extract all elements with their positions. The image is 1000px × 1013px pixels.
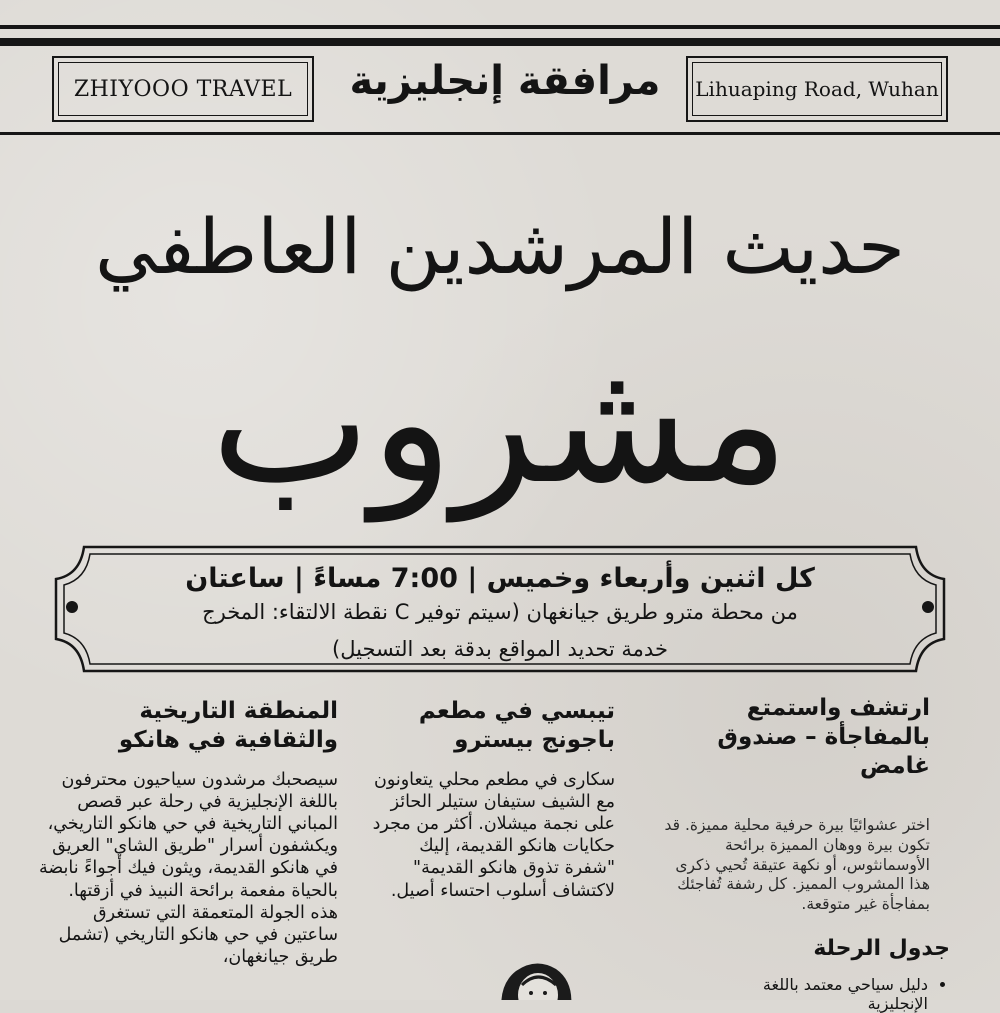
itinerary-item: • دليل سياحي معتمد باللغة الإنجليزية	[700, 975, 928, 1013]
column-mystery-box	[660, 694, 930, 915]
column-body: سيصحبك مرشدون سياحيون محترفون باللغة الإنجليزية في رحلة عبر قصص المباني التاريخية في حي هانكو التاريخي، ويكشفون أسرار "طريق الشاي" العريق في هانكو القديمة، ويثون فيك أجواءً نابضة بالحياة مفعمة برائحة النبيذ في أزقتها. هذه الجولة المتعمقة التي تستغرق ساعتين في حي هانكو التاريخي (تشمل طريق جيانغهان،	[38, 769, 338, 968]
headline: حديث المرشدين العاطفي	[94, 202, 906, 291]
itinerary-section	[700, 936, 950, 1013]
column-title: ارتشف واستمتع بالمفاجأة – صندوق غامض	[717, 695, 930, 779]
top-rule	[0, 25, 1000, 29]
brand-plaque	[52, 56, 314, 122]
frame-ornament-right	[922, 601, 934, 613]
itinerary-title: جدول الرحلة	[813, 936, 950, 961]
frame-ornament-left	[66, 601, 78, 613]
column-title: المنطقة التاريخية والثقافية في هانكو	[118, 698, 338, 753]
column-hankou-district	[36, 697, 338, 968]
column-title: تيبسي في مطعم باجونج بيسترو	[418, 698, 615, 753]
masthead-title: مرافقة إنجليزية	[349, 58, 661, 104]
header-rule	[0, 132, 1000, 135]
column-bistro	[370, 697, 615, 902]
address-text: Lihuaping Road, Wuhan	[695, 77, 939, 101]
address-plaque	[686, 56, 948, 122]
column-body: اختر عشوائيًا بيرة حرفية محلية مميزة. قد تكون بيرة ووهان المميزة برائحة الأوسمانثوس، أو نكهة عتيقة تُحيي ذكرى هذا المشروب المميز. كل رشفة تُفاجئك بمفاجأة غير متوقعة.	[664, 816, 930, 913]
meeting-point-line: من محطة مترو طريق جيانغهان (سيتم توفير C نقطة الالتقاء: المخرج	[202, 600, 798, 624]
location-note-line: خدمة تحديد المواقع بدقة بعد التسجيل)	[332, 637, 668, 661]
hero-word: مشروب	[210, 324, 790, 522]
brand-name: ZHIYOOO TRAVEL	[73, 76, 293, 102]
top-rule-thick	[0, 38, 1000, 46]
vintage-portrait-illustration	[492, 955, 580, 1000]
column-body: سكارى في مطعم محلي يتعاونون مع الشيف ستيفان ستيلر الحائز على نجمة ميشلان. أكثر من مجرد حكايات هانكو القديمة، إليك "شفرة تذوق هانكو القديمة" لاكتشاف أسلوب احتساء أصيل.	[372, 769, 615, 901]
schedule-line: كل اثنين وأربعاء وخميس | 7:00 مساءً | ساعتان	[185, 563, 815, 594]
